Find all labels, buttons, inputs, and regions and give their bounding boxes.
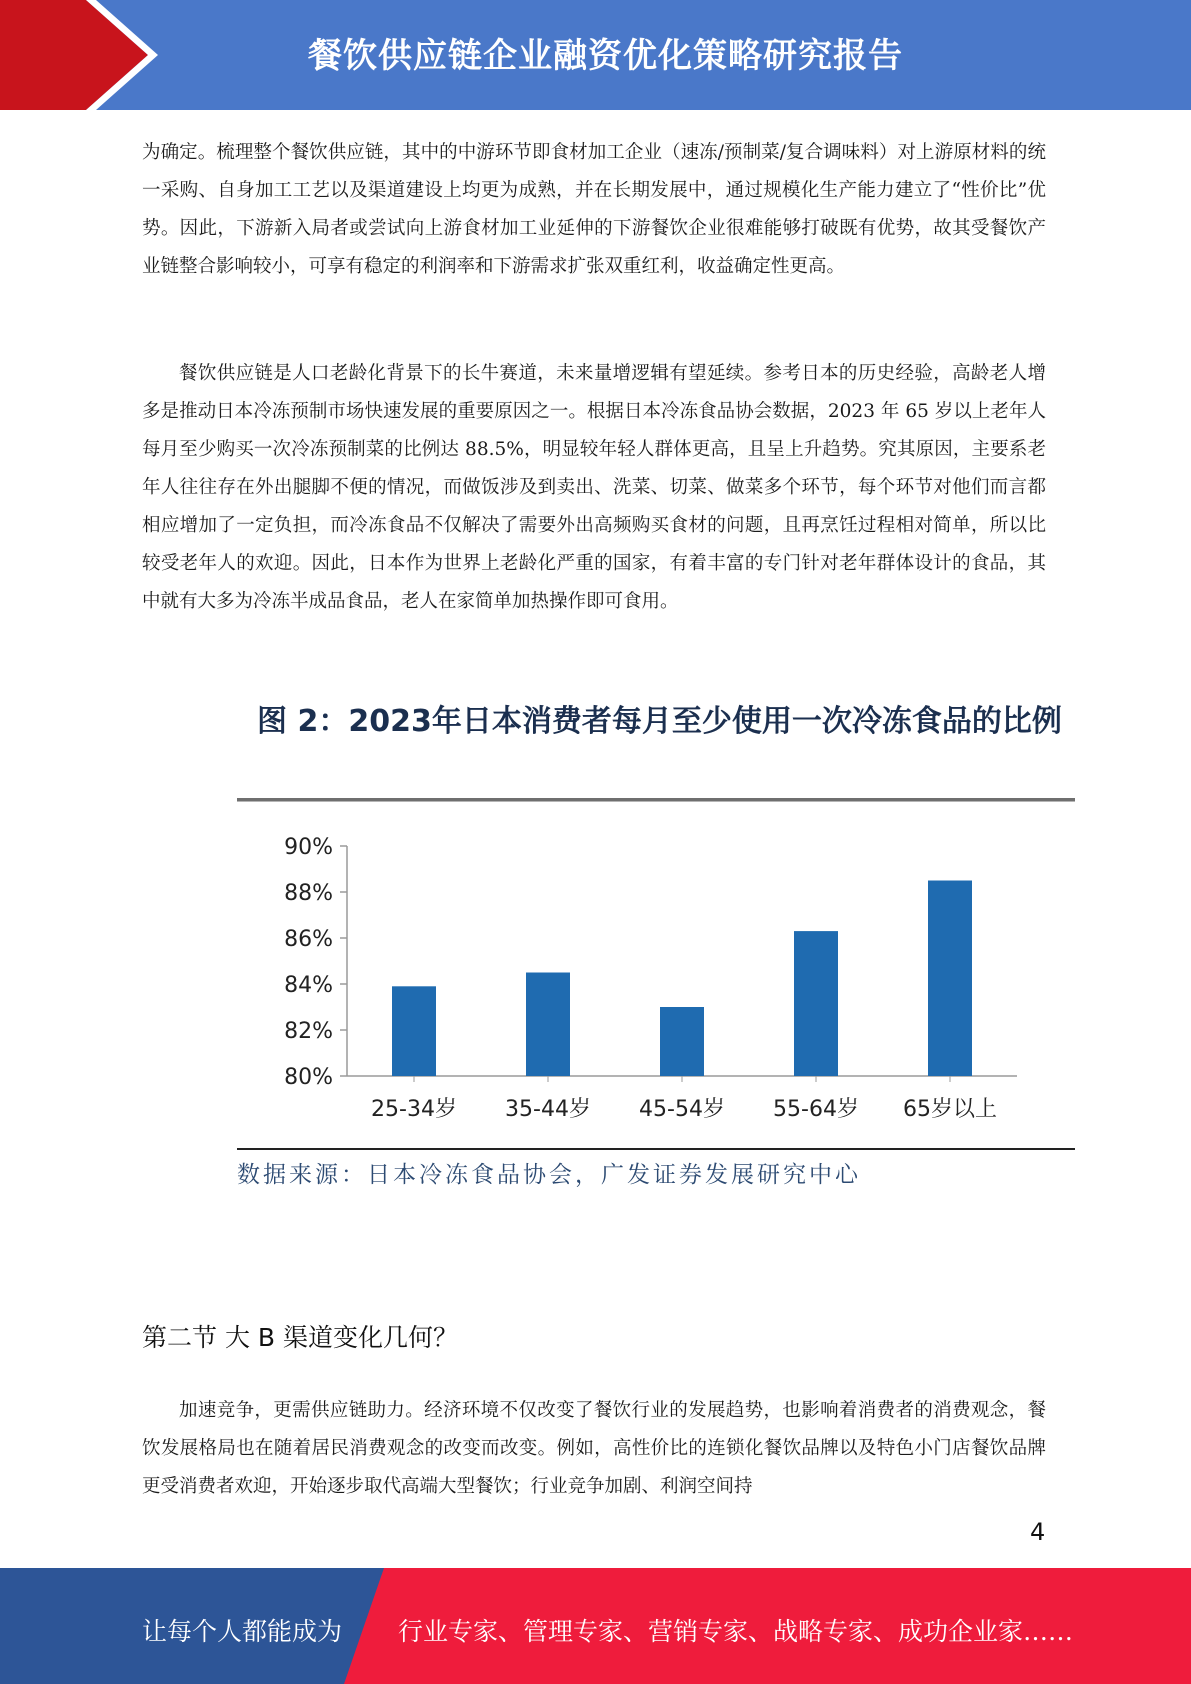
x-tick-label: 35-44岁: [505, 1097, 591, 1122]
figure-source: 数据来源：日本冷冻食品协会，广发证券发展研究中心: [237, 1162, 861, 1188]
figure-bottom-rule: [237, 1148, 1075, 1150]
body-paragraph-3: 加速竞争，更需供应链助力。经济环境不仅改变了餐饮行业的发展趋势，也影响着消费者的消费观念，餐饮发展格局也在随着居民消费观念的改变而改变。例如，高性价比的连锁化餐饮品牌以及特色小门店餐饮品牌更受消费者欢迎，开始逐步取代高端大型餐饮；行业竞争加剧、利润空间持: [142, 1400, 1046, 1497]
page-footer: [0, 1568, 1191, 1684]
y-tick-label: 82%: [284, 1019, 333, 1044]
body-paragraph-1: 为确定。梳理整个餐饮供应链，其中的中游环节即食材加工企业（速冻/预制菜/复合调味料）对上游原材料的统一采购、自身加工工艺以及渠道建设上均更为成熟，并在长期发展中，通过规模化生产能力建立了“性价比”优势。因此，下游新入局者或尝试向上游食材加工业延伸的下游餐饮企业很难能够打破既有优势，故其受餐饮产业链整合影响较小，可享有稳定的利润率和下游需求扩张双重红利，收益确定性更高。: [142, 142, 1046, 277]
y-tick-label: 84%: [284, 973, 333, 998]
figure-top-rule: [237, 798, 1075, 802]
bar: [660, 1007, 704, 1076]
footer-slogan-right: 行业专家、管理专家、营销专家、战略专家、成功企业家……: [398, 1617, 1074, 1646]
body-paragraph-3-container: [142, 1392, 1046, 1506]
figure-title: 图 2：2023年日本消费者每月至少使用一次冷冻食品的比例: [257, 704, 1062, 739]
report-title: 餐饮供应链企业融资优化策略研究报告: [308, 36, 903, 76]
bar: [526, 973, 570, 1077]
page-number: 4: [1030, 1518, 1046, 1546]
x-tick-label: 45-54岁: [639, 1097, 725, 1122]
y-tick-label: 90%: [284, 835, 333, 860]
x-tick-label: 55-64岁: [773, 1097, 859, 1122]
page-header: [0, 0, 1191, 110]
body-paragraph-2-container: [142, 355, 1046, 621]
section-heading: 第二节 大 B 渠道变化几何？: [142, 1323, 458, 1352]
bar: [392, 986, 436, 1076]
x-tick-label: 65岁以上: [903, 1097, 997, 1122]
y-tick-label: 80%: [284, 1065, 333, 1090]
bar-chart: [237, 804, 1075, 1148]
y-tick-label: 86%: [284, 927, 333, 952]
footer-slogan-left: 让每个人都能成为: [142, 1617, 343, 1646]
body-paragraph-1-container: [142, 134, 1046, 286]
figure-2: [237, 694, 1077, 1194]
bar: [794, 931, 838, 1076]
x-tick-label: 25-34岁: [371, 1097, 457, 1122]
y-tick-label: 88%: [284, 881, 333, 906]
bar: [928, 881, 972, 1077]
body-paragraph-2: 餐饮供应链是人口老龄化背景下的长牛赛道，未来量增逻辑有望延续。参考日本的历史经验，高龄老人增多是推动日本冷冻预制市场快速发展的重要原因之一。根据日本冷冻食品协会数据，2023 年 65 岁以上老年人每月至少购买一次冷冻预制菜的比例达 88.5%，明显较年轻人群体更高，且呈上升趋势。究其原因，主要系老年人往往存在外出腿脚不便的情况，而做饭涉及到卖出、洗菜、切菜、做菜多个环节，每个环节对他们而言都相应增加了一定负担，而冷冻食品不仅解决了需要外出高频购买食材的问题，且再烹饪过程相对简单，所以比较受老年人的欢迎。因此，日本作为世界上老龄化严重的国家，有着丰富的专门针对老年群体设计的食品，其中就有大多为冷冻半成品食品，老人在家简单加热操作即可食用。: [142, 363, 1046, 612]
